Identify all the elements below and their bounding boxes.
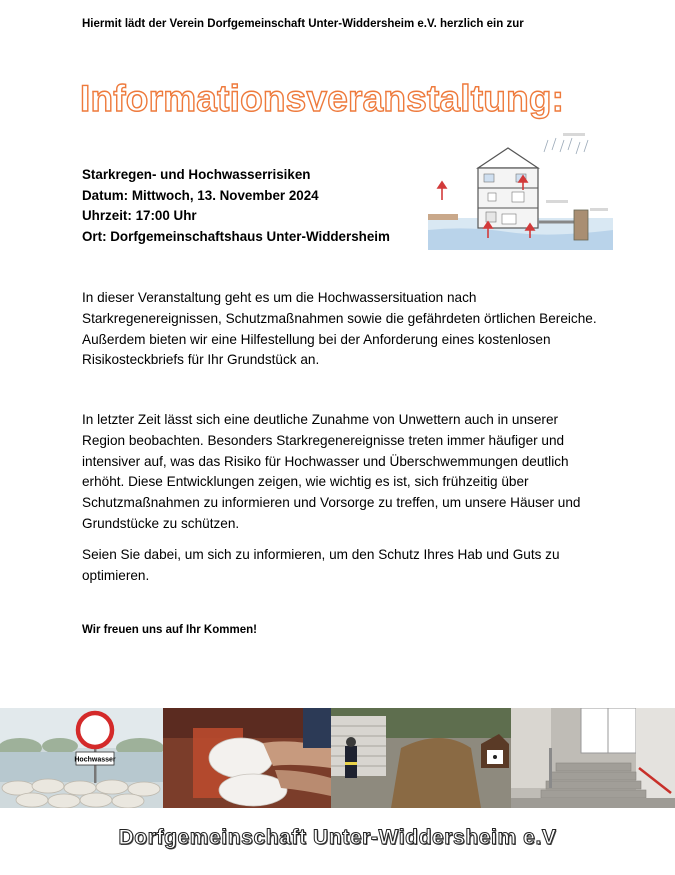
event-time: Uhrzeit: 17:00 Uhr bbox=[82, 208, 197, 223]
event-date: Datum: Mittwoch, 13. November 2024 bbox=[82, 187, 319, 203]
event-topic: Starkregen- und Hochwasserrisiken bbox=[82, 167, 311, 182]
rain-illustration bbox=[544, 138, 588, 154]
entrance-steps-photo bbox=[511, 708, 675, 808]
sandbag-hands-photo bbox=[163, 708, 331, 808]
photo-strip bbox=[0, 708, 675, 808]
firefighter-mud-photo bbox=[331, 708, 511, 808]
invitation-intro: Hiermit lädt der Verein Dorfgemeinschaft Unter-Widdersheim e.V. herzlich ein zur bbox=[82, 18, 524, 30]
flood-house-diagram-illustration bbox=[428, 130, 613, 250]
paragraph-call-to-action: Seien Sie dabei, um sich zu informieren, um den Schutz Ihres Hab und Guts zu optimieren. bbox=[82, 547, 560, 583]
organization-footer: Dorfgemeinschaft Unter-Widdersheim e.V bbox=[118, 826, 557, 849]
event-title: Informationsveranstaltung: bbox=[80, 78, 565, 119]
closing-line: Wir freuen uns auf Ihr Kommen! bbox=[82, 624, 257, 636]
paragraph-event-description: In dieser Veranstaltung geht es um die Hochwassersituation nach Starkregenereignissen, Schutzmaßnahmen sowie die gefährdeten örtlichen Bereiche. Außerdem bieten wir eine Hilfestellung bei der Anforderung eines kostenlosen Risikosteckbriefs für Ihr Grundstück an. bbox=[82, 290, 597, 368]
event-place: Ort: Dorfgemeinschaftshaus Unter-Widdersheim bbox=[82, 228, 390, 244]
flood-sandbags-photo bbox=[0, 708, 163, 808]
paragraph-weather-trend: In letzter Zeit lässt sich eine deutliche Zunahme von Unwettern auch in unserer Region beobachten. Besonders Starkregenereignisse treten immer häufiger und intensiver auf, was das Risiko für Hochwasser und Überschwemmungen deutlich erhöht. Diese Entwicklungen zeigen, wie wichtig es ist, sich frühzeitig über Schutzmaßnahmen zu informieren und Vorsorge zu treffen, um unsere Häuser und Grundstücke zu schützen. bbox=[82, 412, 581, 531]
event-details bbox=[82, 165, 442, 247]
hochwasser-sign-text: Hochwasser bbox=[74, 756, 116, 764]
